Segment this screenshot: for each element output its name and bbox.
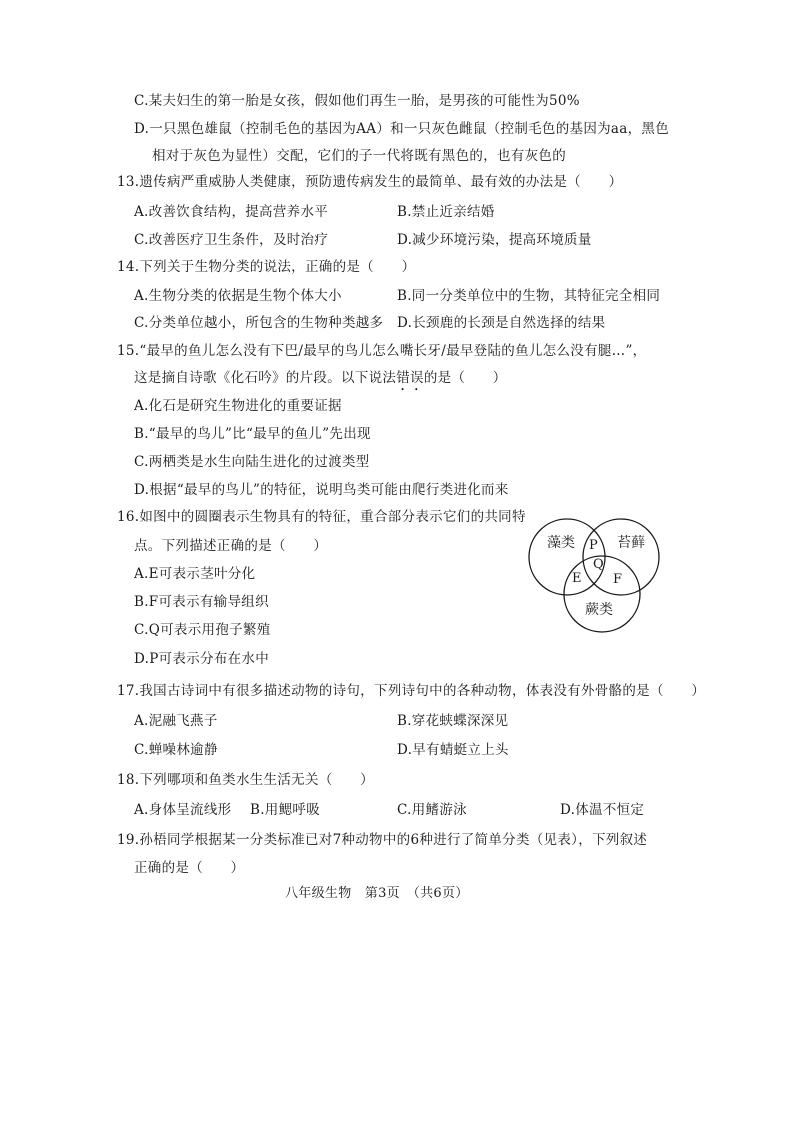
q17-option-d: D.早有蜻蜓立上头: [397, 742, 509, 758]
q16-option-b: B.F可表示有输导组织: [134, 594, 269, 610]
q15-stem-line1: 15.“最早的鱼儿怎么没有下巴/最早的鸟儿怎么嘴长牙/最早登陆的鱼儿怎么没有腿…”，: [117, 343, 647, 359]
q17-stem: 17.我国古诗词中有很多描述动物的诗句，下列诗句中的各种动物，体表没有外骨骼的是（ ）: [117, 683, 706, 699]
q13-option-c: C.改善医疗卫生条件，及时治疗: [134, 232, 329, 248]
q15-stem-line2: [134, 369, 507, 394]
q18-stem: 18.下列哪项和鱼类水生生活无关（ ）: [117, 772, 374, 788]
q15-emphasis-word: 错误: [396, 370, 424, 386]
q14-stem: 14.下列关于生物分类的说法，正确的是（ ）: [117, 259, 416, 275]
venn-label-e: E: [572, 571, 582, 586]
venn-label-q: Q: [593, 557, 604, 572]
q18-option-a: A.身体呈流线形: [134, 802, 232, 818]
venn-label-p: P: [589, 538, 598, 553]
q18-option-b: B.用鳃呼吸: [250, 802, 321, 818]
q14-option-a: A.生物分类的依据是生物个体大小: [134, 288, 342, 304]
venn-diagram: [527, 507, 677, 637]
q16-option-c: C.Q可表示用孢子繁殖: [134, 622, 271, 638]
q16-option-d: D.P可表示分布在水中: [134, 651, 270, 667]
page-footer: 八年级生物 第3页 （共6页）: [285, 886, 469, 901]
q15-option-c: C.两栖类是水生向陆生进化的过渡类型: [134, 454, 370, 470]
q16-stem-line2: 点。下列描述正确的是（ ）: [134, 538, 328, 554]
venn-label-moss: 苔藓: [617, 535, 645, 551]
q15-option-d: D.根据“最早的鸟儿”的特征，说明鸟类可能由爬行类进化而来: [134, 482, 509, 498]
venn-label-algae: 藻类: [547, 535, 575, 551]
q14-option-c: C.分类单位越小，所包含的生物种类越多: [134, 315, 384, 331]
q16-option-a: A.E可表示茎叶分化: [134, 566, 256, 582]
q15-option-a: A.化石是研究生物进化的重要证据: [134, 398, 342, 414]
q18-option-c: C.用鳍游泳: [397, 802, 467, 818]
q15-stem-text: 这是摘自诗歌《化石吟》的片段。以下说法: [134, 370, 397, 386]
q12-option-c: C.某夫妇生的第一胎是女孩，假如他们再生一胎，是男孩的可能性为50%: [134, 93, 580, 109]
q19-stem-line2: 正确的是（ ）: [134, 860, 245, 876]
venn-label-f: F: [613, 572, 623, 587]
q18-option-d: D.体温不恒定: [560, 802, 645, 818]
q12-option-d-line2: 相对于灰色为显性）交配，它们的子一代将既有黑色的，也有灰色的: [152, 148, 566, 164]
q15-option-b: B.“最早的鸟儿”比“最早的鱼儿”先出现: [134, 426, 371, 442]
q17-option-b: B.穿花蛱蝶深深见: [397, 713, 509, 729]
q12-option-d-line1: D.一只黑色雄鼠（控制毛色的基因为AA）和一只灰色雌鼠（控制毛色的基因为aa，黑色: [134, 121, 670, 137]
q13-option-d: D.减少环境污染，提高环境质量: [397, 232, 592, 248]
q13-option-a: A.改善饮食结构，提高营养水平: [134, 204, 329, 220]
q14-option-d: D.长颈鹿的长颈是自然选择的结果: [397, 315, 606, 331]
q19-stem-line1: 19.孙梧同学根据某一分类标准已对7种动物中的6种进行了简单分类（见表），下列叙述: [117, 832, 648, 848]
q16-stem-line1: 16.如图中的圆圈表示生物具有的特征，重合部分表示它们的共同特: [117, 509, 526, 525]
q14-option-b: B.同一分类单位中的生物，其特征完全相同: [397, 288, 661, 304]
q13-stem: 13.遗传病严重威胁人类健康，预防遗传病发生的最简单、最有效的办法是（ ）: [117, 174, 623, 190]
q17-option-a: A.泥融飞燕子: [134, 713, 218, 729]
q17-option-c: C.蝉噪林逾静: [134, 742, 218, 758]
q15-stem-tail: 的是（ ）: [423, 370, 507, 386]
q13-option-b: B.禁止近亲结婚: [397, 204, 495, 220]
venn-label-fern: 蕨类: [585, 602, 613, 618]
